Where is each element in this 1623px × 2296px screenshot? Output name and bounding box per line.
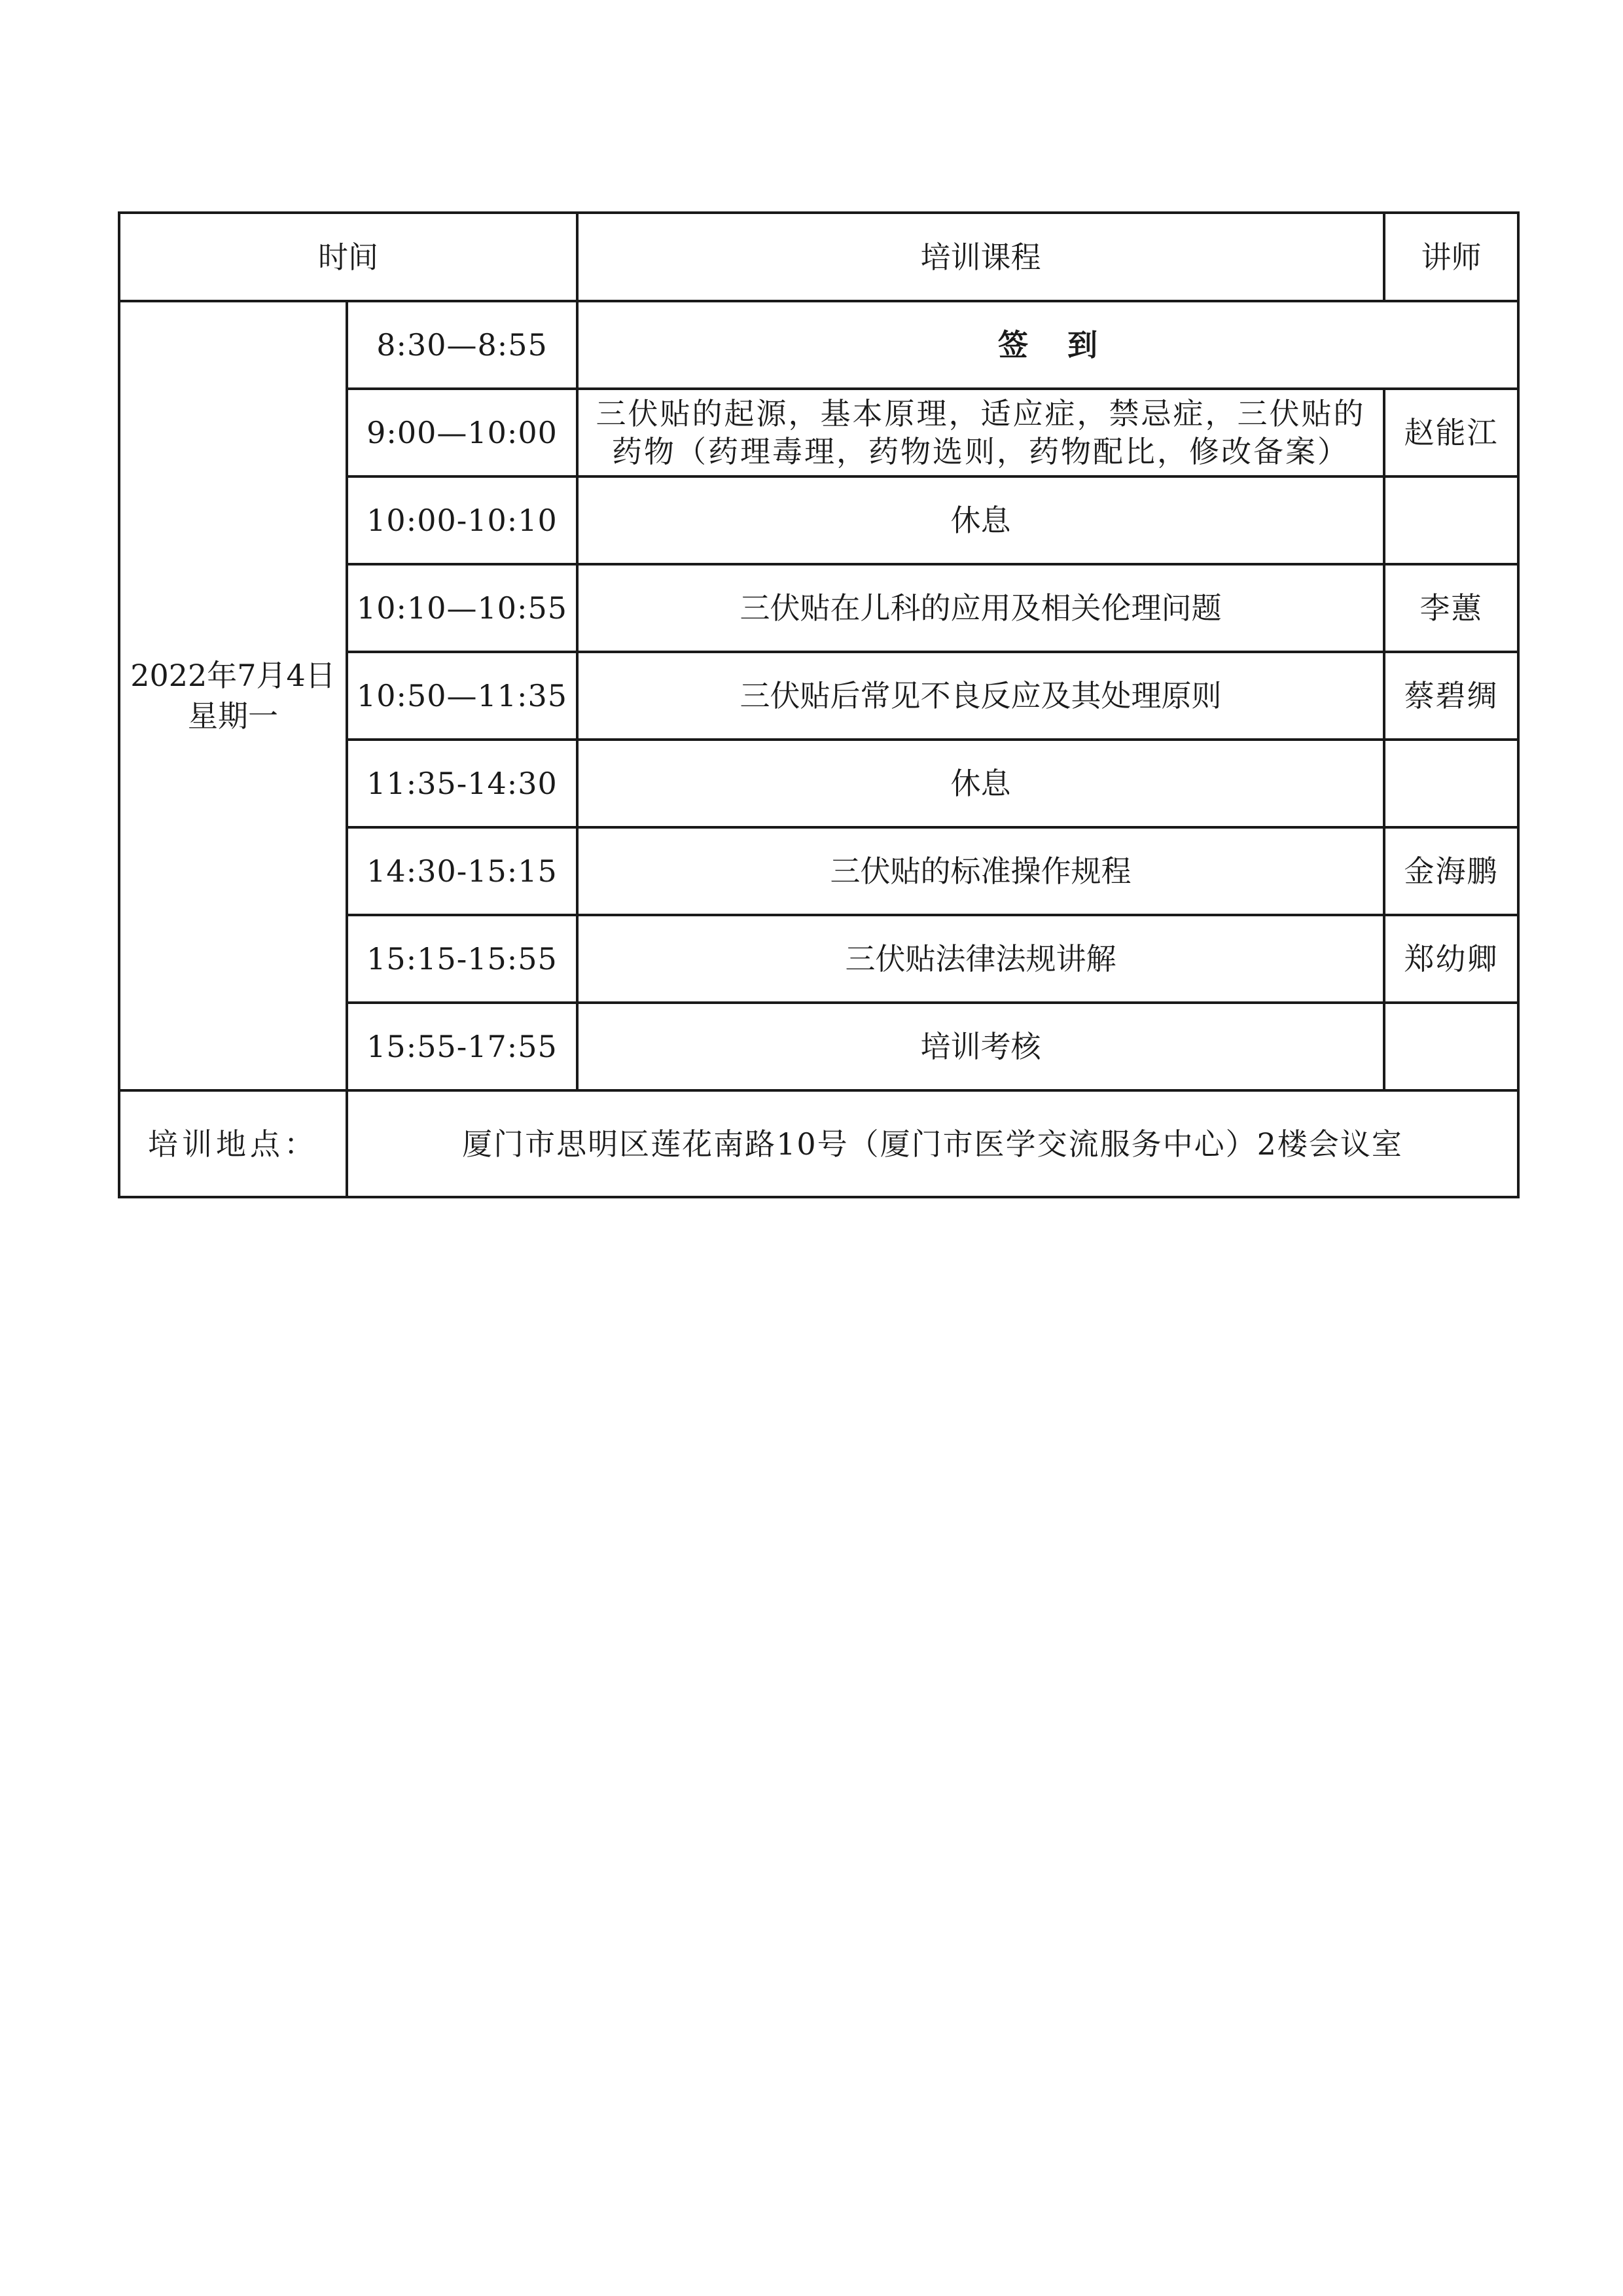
weekday-line: 星期一 bbox=[188, 698, 278, 734]
time-cell: 15:15-15:55 bbox=[347, 915, 577, 1003]
course-cell: 三伏贴的标准操作规程 bbox=[577, 827, 1384, 915]
date-cell bbox=[119, 301, 347, 1090]
lecturer-cell: 郑幼卿 bbox=[1384, 915, 1518, 1003]
course-cell: 休息 bbox=[577, 476, 1384, 564]
lecturer-cell: 赵能江 bbox=[1384, 389, 1518, 476]
course-cell: 三伏贴在儿科的应用及相关伦理问题 bbox=[577, 564, 1384, 652]
time-cell: 8:30—8:55 bbox=[347, 301, 577, 389]
training-schedule-table bbox=[118, 211, 1520, 1198]
course-cell: 休息 bbox=[577, 740, 1384, 827]
time-cell: 11:35-14:30 bbox=[347, 740, 577, 827]
course-cell: 三伏贴的起源，基本原理，适应症，禁忌症，三伏贴的药物（药理毒理，药物选则，药物配比，修改备案） bbox=[577, 389, 1384, 476]
table-header-row bbox=[119, 213, 1518, 301]
time-cell: 9:00—10:00 bbox=[347, 389, 577, 476]
location-row bbox=[119, 1090, 1518, 1197]
lecturer-cell: 蔡碧绸 bbox=[1384, 652, 1518, 740]
lecturer-cell bbox=[1384, 476, 1518, 564]
course-cell-signin: 签到 bbox=[577, 301, 1518, 389]
time-cell: 10:00-10:10 bbox=[347, 476, 577, 564]
header-time: 时间 bbox=[119, 213, 577, 301]
course-cell: 三伏贴法律法规讲解 bbox=[577, 915, 1384, 1003]
header-course: 培训课程 bbox=[577, 213, 1384, 301]
lecturer-cell bbox=[1384, 740, 1518, 827]
time-cell: 14:30-15:15 bbox=[347, 827, 577, 915]
location-label: 培训地点： bbox=[119, 1090, 347, 1197]
course-cell: 三伏贴后常见不良反应及其处理原则 bbox=[577, 652, 1384, 740]
location-value: 厦门市思明区莲花南路10号（厦门市医学交流服务中心）2楼会议室 bbox=[347, 1090, 1518, 1197]
time-cell: 10:10—10:55 bbox=[347, 564, 577, 652]
table-row bbox=[119, 301, 1518, 389]
time-cell: 10:50—11:35 bbox=[347, 652, 577, 740]
header-lecturer: 讲师 bbox=[1384, 213, 1518, 301]
lecturer-cell bbox=[1384, 1003, 1518, 1090]
time-cell: 15:55-17:55 bbox=[347, 1003, 577, 1090]
date-line: 2022年7月4日 bbox=[130, 658, 336, 693]
lecturer-cell: 李蕙 bbox=[1384, 564, 1518, 652]
lecturer-cell: 金海鹏 bbox=[1384, 827, 1518, 915]
course-cell: 培训考核 bbox=[577, 1003, 1384, 1090]
